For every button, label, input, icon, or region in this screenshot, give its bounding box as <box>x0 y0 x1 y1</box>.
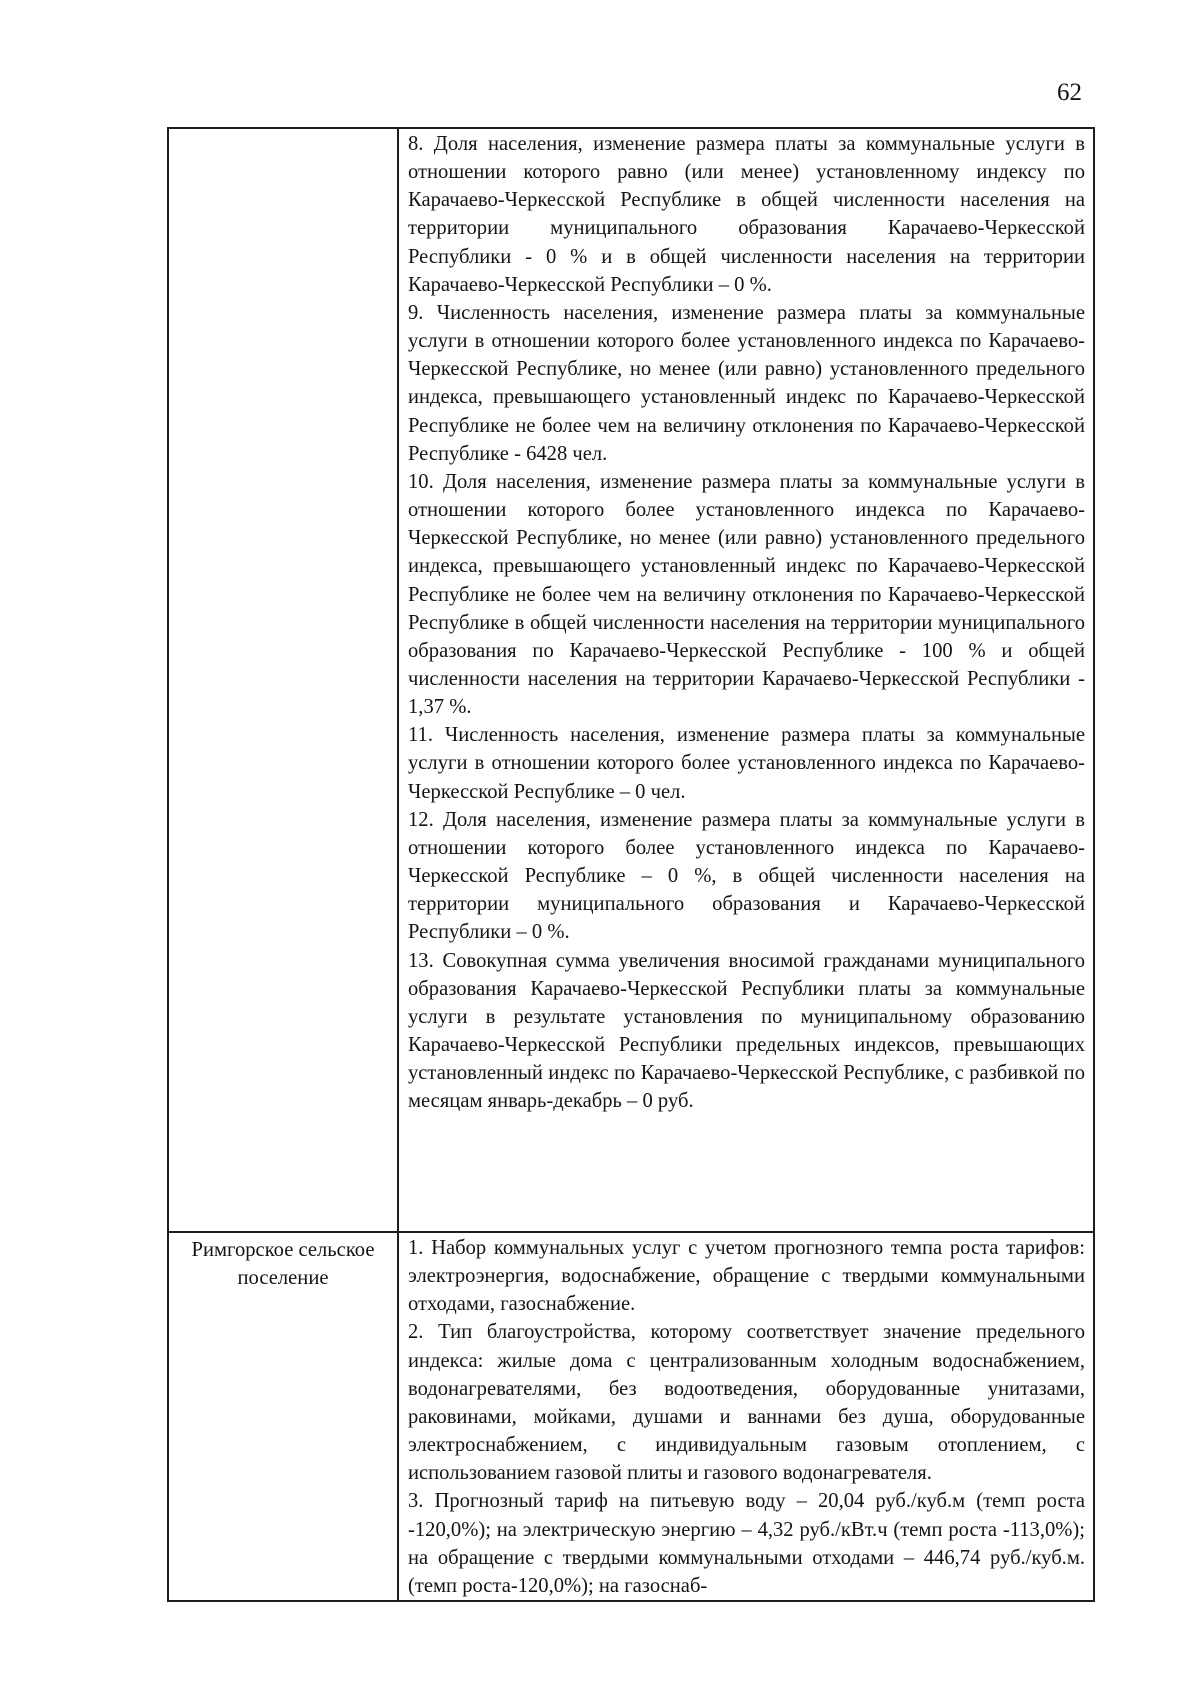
indicator-item: 12. Доля населения, изменение размера платы за коммунальные услуги в отношении которого более установленного индекса по Карачаево-Черкесской Республике – 0 %, в общей численности населения на территории муниципального образования и Карачаево-Черкесской Республики – 0 %. <box>408 808 1085 944</box>
table-row <box>168 128 1094 1232</box>
indicators-cell <box>398 1232 1094 1601</box>
settlement-cell <box>168 1232 398 1601</box>
settlement-cell <box>168 128 398 1232</box>
indicator-item: 8. Доля населения, изменение размера платы за коммунальные услуги в отношении которого равно (или менее) установленному индексу по Карачаево-Черкесской Республике в общей численности населения на территории муниципального образования Карачаево-Черкесской Республики - 0 % и в общей численности населения на территории Карачаево-Черкесской Республики – 0 %. <box>408 133 1085 296</box>
indicator-item: 10. Доля населения, изменение размера платы за коммунальные услуги в отношении которого более установленного индекса по Карачаево-Черкесской Республике, но менее (или равно) установленного предельного индекса, превышающего установленный индекс по Карачаево-Черкесской Республике не более чем на величину отклонения по Карачаево-Черкесской Республике в общей численности населения на территории муниципального образования по Карачаево-Черкесской Республике - 100 % и общей численности населения на территории Карачаево-Черкесской Республики - 1,37 %. <box>408 470 1085 719</box>
indicators-cell <box>398 128 1094 1232</box>
indicator-item: 9. Численность населения, изменение размера платы за коммунальные услуги в отношении которого более установленного индекса по Карачаево-Черкесской Республике, но менее (или равно) установленного предельного индекса, превышающего установленный индекс по Карачаево-Черкесской Республике не более чем на величину отклонения по Карачаево-Черкесской Республике - 6428 чел. <box>408 301 1085 465</box>
page-number: 62 <box>1057 79 1082 106</box>
table-row <box>168 1232 1094 1601</box>
indicator-item: 11. Численность населения, изменение размера платы за коммунальные услуги в отношении которого более установленного индекса по Карачаево-Черкесской Республике – 0 чел. <box>408 724 1085 803</box>
indicator-item: 13. Совокупная сумма увеличения вносимой гражданами муниципального образования Карачаево-Черкесской Республики платы за коммунальные услуги в результате установления по муниципальному образованию Карачаево-Черкесской Республики предельных индексов, превышающих установленный индекс по Карачаево-Черкесской Республике, с разбивкой по месяцам январь-декабрь – 0 руб. <box>408 949 1085 1113</box>
indicators-table <box>167 127 1095 1602</box>
indicator-item: 1. Набор коммунальных услуг с учетом прогнозного темпа роста тарифов: электроэнергия, водоснабжение, обращение с твердыми коммунальными отходами, газоснабжение. <box>408 1237 1085 1316</box>
indicator-item: 3. Прогнозный тариф на питьевую воду – 20,04 руб./куб.м (темп роста -120,0%); на электрическую энергию – 4,32 руб./кВт.ч (темп роста -113,0%); на обращение с твердыми коммунальными отходами – 446,74 руб./куб.м. (темп роста-120,0%); на газоснаб- <box>408 1490 1085 1597</box>
indicator-item: 2. Тип благоустройства, которому соответствует значение предельного индекса: жилые дома с централизованным холодным водоснабжением, водонагревателями, без водоотведения, оборудованные унитазами, раковинами, мойками, душами и ваннами без душа, оборудованные электроснабжением, с индивидуальным газовым отоплением, с использованием газовой плиты и газового водонагревателя. <box>408 1321 1085 1485</box>
settlement-name: Римгорское сельское поселение <box>191 1239 375 1290</box>
